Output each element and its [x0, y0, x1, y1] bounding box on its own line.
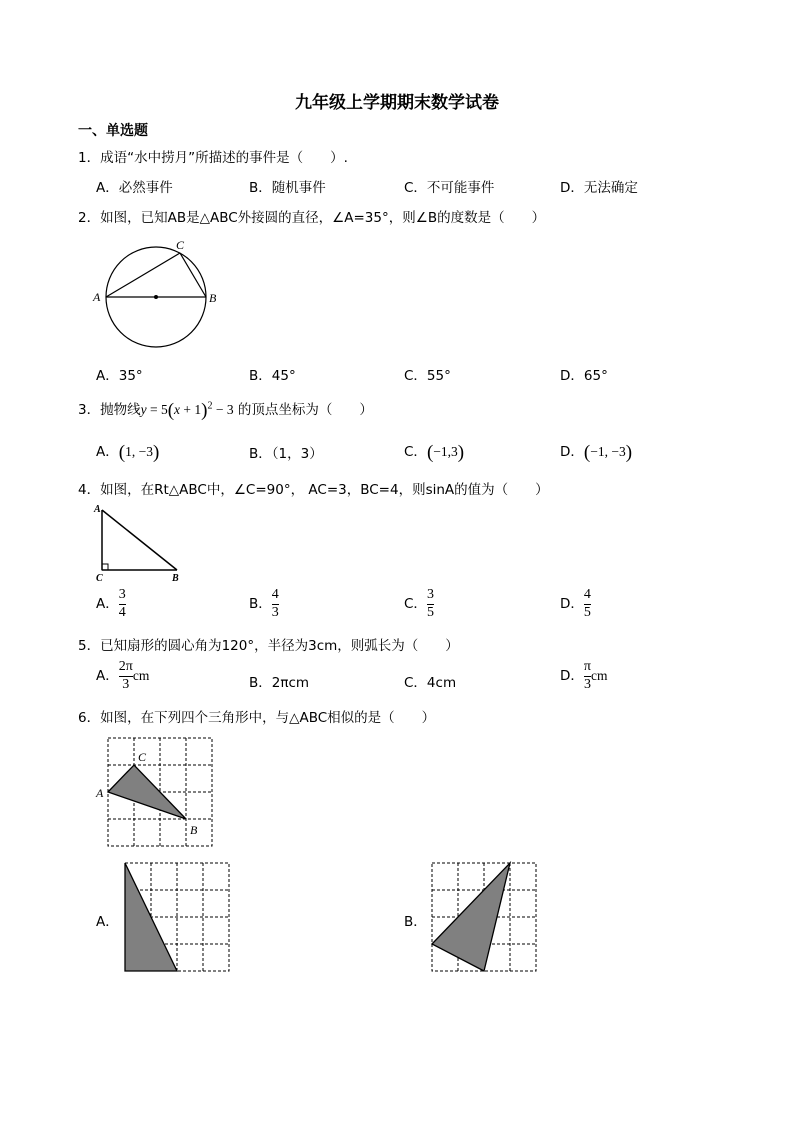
formula-x: x — [174, 402, 181, 417]
q2-option-c: C．55° — [404, 368, 451, 384]
formula-exp: 2 — [207, 400, 213, 412]
q4-option-a — [96, 588, 126, 620]
circle-figure — [88, 236, 228, 354]
option-label: D． — [560, 668, 584, 685]
question-6 — [78, 706, 435, 726]
q3-option-a: A．(1, −3) — [96, 442, 160, 463]
label-c: C — [138, 750, 147, 764]
q5-option-c: C．4cm — [404, 675, 457, 691]
question-number: 4． — [78, 482, 101, 498]
label-c: C — [176, 238, 185, 252]
formula-y: y — [140, 402, 147, 417]
question-2 — [78, 206, 545, 226]
option-label: C． — [404, 444, 427, 460]
option-label: A． — [96, 668, 119, 685]
q4-option-b — [249, 588, 279, 620]
question-suffix: 的顶点坐标为（ ） — [233, 402, 373, 418]
question-text: 已知扇形的圆心角为120°，半径为3cm，则弧长为（ ） — [100, 638, 459, 654]
section-heading: 一、单选题 — [78, 123, 148, 139]
question-4 — [78, 478, 549, 498]
fraction: $\frac{4}{3}$ — [271, 587, 279, 620]
q6-option-a-label: A． — [96, 914, 119, 930]
q3-option-b: B．（1，3） — [249, 446, 323, 462]
question-number: 1． — [78, 150, 101, 166]
label-c: C — [96, 573, 103, 584]
q1-option-a: A．必然事件 — [96, 180, 173, 196]
label-b: B — [209, 291, 217, 305]
question-3: 3．抛物线$y = 5(x + 1)^2 - 3$ 的顶点坐标为（ ） — [78, 400, 373, 421]
question-text: 如图，已知AB是△ABC外接圆的直径，∠A=35°，则∠B的度数是（ ） — [100, 210, 546, 226]
fraction: $\frac{3}{5}$ — [426, 587, 434, 620]
q6-option-b-label: B． — [404, 914, 427, 930]
option-value: 1, −3 — [125, 444, 153, 459]
label-b: B — [190, 823, 198, 837]
grid-triangle-abc — [94, 734, 218, 852]
question-number: 6． — [78, 710, 101, 726]
q1-option-c: C．不可能事件 — [404, 180, 495, 196]
formula-plus: + 1 — [180, 402, 202, 417]
right-triangle-figure — [88, 502, 192, 584]
q4-option-c — [404, 588, 434, 620]
q2-option-d: D．65° — [560, 368, 608, 384]
label-b: B — [172, 573, 179, 584]
formula-minus: − 3 — [212, 402, 234, 417]
formula-coef: = 5 — [146, 402, 168, 417]
fraction: $\frac{\pi}{3}$ — [583, 659, 591, 692]
fraction: $\frac{2\pi}{3}$ — [118, 659, 133, 692]
q1-option-d: D．无法确定 — [560, 180, 638, 196]
q2-option-a: A．35° — [96, 368, 143, 384]
option-label: D． — [560, 596, 584, 613]
q3-option-d: D．(−1, −3) — [560, 442, 633, 463]
grid-option-a — [122, 860, 232, 976]
q2-option-b: B．45° — [249, 368, 296, 384]
option-value: −1, −3 — [590, 444, 626, 459]
option-label: A． — [96, 444, 119, 460]
label-a: A — [93, 290, 101, 304]
label-a: A — [96, 786, 104, 800]
q5-option-a — [96, 660, 149, 692]
unit: cm — [132, 668, 150, 684]
option-value: −1,3 — [433, 444, 458, 459]
option-label: C． — [404, 596, 427, 613]
question-text: 如图，在Rt△ABC中，∠C=90°， AC=3，BC=4，则sinA的值为（ ） — [100, 482, 549, 498]
q5-option-b: B．2πcm — [249, 675, 310, 691]
unit: cm — [590, 668, 608, 684]
question-number: 3． — [78, 402, 101, 418]
q3-option-c: C．(−1,3) — [404, 442, 465, 463]
q5-option-d — [560, 660, 607, 692]
fraction: $\frac{3}{4}$ — [118, 587, 126, 620]
grid-option-b — [429, 860, 539, 976]
question-text: 如图，在下列四个三角形中，与△ABC相似的是（ ） — [100, 710, 436, 726]
question-number: 5． — [78, 638, 101, 654]
question-text: 成语“水中捞月”所描述的事件是（ ）. — [100, 150, 348, 166]
question-1 — [78, 146, 348, 166]
fraction: $\frac{4}{5}$ — [583, 587, 591, 620]
page-title: 九年级上学期期末数学试卷 — [295, 93, 499, 113]
option-label: D． — [560, 444, 584, 460]
q4-option-d — [560, 588, 591, 620]
option-label: A． — [96, 596, 119, 613]
option-label: B． — [249, 596, 272, 613]
question-text: 抛物线 — [100, 402, 141, 418]
question-5 — [78, 634, 459, 654]
q1-option-b: B．随机事件 — [249, 180, 326, 196]
label-a: A — [94, 504, 101, 515]
question-number: 2． — [78, 210, 101, 226]
